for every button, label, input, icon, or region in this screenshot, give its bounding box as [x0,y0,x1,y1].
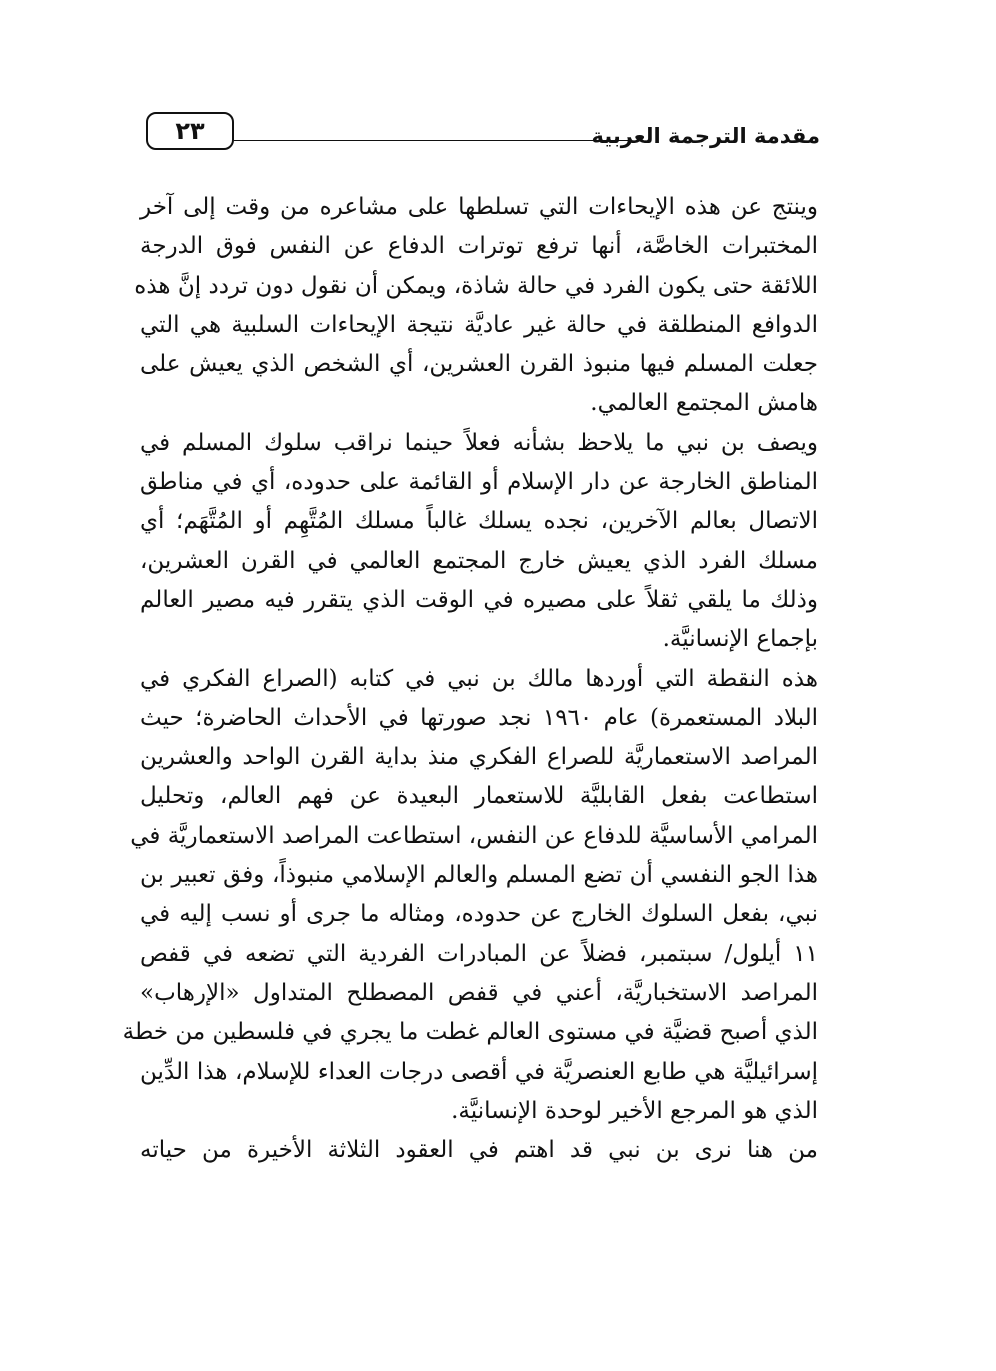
text-line: البلاد المستعمرة) عام ١٩٦٠ نجد صورتها في الأحداث الحاضرة؛ حيث [140,704,818,731]
text-line: جعلت المسلم فيها منبوذ القرن العشرين، أي الشخص الذي يعيش على [140,351,818,378]
text-line: المراصد الاستخباريَّة، أعني في قفص المصطلح المتداول «الإرهاب» [140,979,818,1006]
text-line: نبي، بفعل السلوك الخارج عن حدوده، ومثاله ما جرى أو نسب إليه في [140,901,818,928]
text-line: الدوافع المنطلقة في حالة غير عاديَّة نتيجة الإيحاءات السلبية هي التي [140,311,818,338]
text-line: اللائقة حتى يكون الفرد في حالة شاذة، ويمكن أن نقول دون تردد إنَّ هذه [134,272,818,299]
text-line: هذه النقطة التي أوردها مالك بن نبي في كتابه (الصراع الفكري في [140,665,818,692]
text-line: ويصف بن نبي ما يلاحظ بشأنه فعلاً حينما نراقب سلوك المسلم في [140,429,818,456]
text-line: هذا الجو النفسي أن تضع المسلم والعالم الإسلامي منبوذاً، وفق تعبير بن [140,862,818,889]
text-line: المرامي الأساسيَّة للدفاع عن النفس، استطاعت المراصد الاستعماريَّة في [130,822,818,849]
text-line: ١١ أيلول/ سبتمبر، فضلاً عن المبادرات الفردية التي تضعه في قفص [140,940,818,967]
page-number: ٢٣ [146,112,234,150]
paragraph-4 [140,1131,818,1170]
text-line: وذلك ما يلقي ثقلاً على مصيره في الوقت الذي يتقرر فيه مصير العالم [140,586,818,613]
text-line: إسرائيليَّة هي طابع العنصريَّة في أقصى درجات العداء للإسلام، هذا الدِّين [140,1058,818,1085]
text-line: المراصد الاستعماريَّة للصراع الفكري منذ بداية القرن الواحد والعشرين [140,744,818,771]
paragraph-2 [140,424,818,660]
text-line: المناطق الخارجة عن دار الإسلام أو القائمة على حدوده، أي في مناطق [140,469,818,496]
paragraph-1 [134,188,818,424]
body-text [122,188,818,1170]
text-line: بإجماع الإنسانيَّة. [662,626,818,653]
text-line: استطاعت بفعل القابليَّة للاستعمار البعيدة عن فهم العالم، وتحليل [140,783,818,810]
text-line: وينتج عن هذه الإيحاءات التي تسلطها على مشاعره من وقت إلى آخر [140,194,818,220]
text-line: الاتصال بعالم الآخرين، نجده يسلك غالباً مسلك المُتَّهِم أو المُتَّهَم؛ أي [140,508,818,535]
text-line: الذي أصبح قضيَّة في مستوى العالم غطت ما يجري في فلسطين من خطة [122,1019,818,1046]
paragraph-3 [122,660,818,1132]
text-line: المختبرات الخاصَّة، أنها ترفع توترات الدفاع عن النفس فوق الدرجة [140,233,818,260]
page-header [140,112,820,154]
running-title: مقدمة الترجمة العربية [591,124,820,148]
text-line: من هنا نرى بن نبي قد اهتم في العقود الثلاثة الأخيرة من حياته [140,1137,818,1164]
text-line: الذي هو المرجع الأخير لوحدة الإنسانيَّة. [451,1097,818,1124]
text-line: هامش المجتمع العالمي. [590,390,818,417]
text-line: مسلك الفرد الذي يعيش خارج المجتمع العالمي في القرن العشرين، [140,547,818,574]
header-rule [234,140,632,141]
